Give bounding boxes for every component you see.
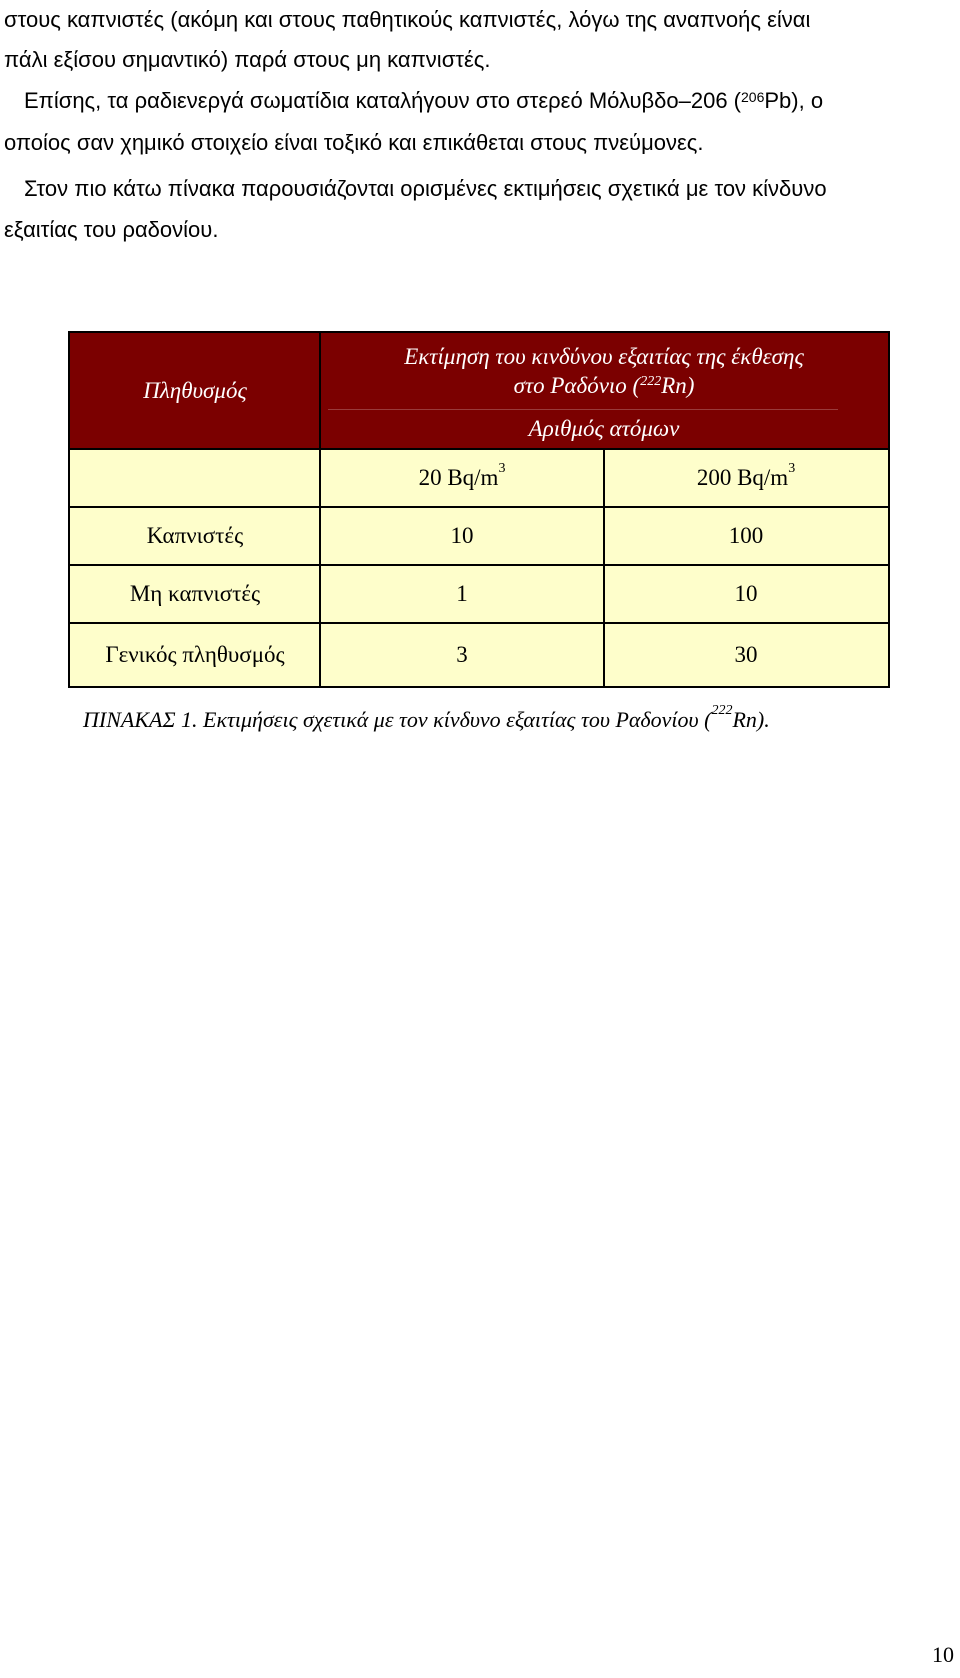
caption-text: Rn). [732, 707, 770, 732]
table-cell-200bq: 30 [604, 623, 888, 686]
caption-label: ΠΙΝΑΚΑΣ 1. [83, 707, 198, 732]
paragraph-line [24, 87, 823, 115]
header-count: Αριθμός ατόμων [320, 408, 888, 449]
table-caption [83, 703, 770, 733]
grid-line [70, 564, 888, 566]
grid-line [603, 449, 605, 686]
header-estimate [320, 333, 888, 408]
table-cell-20bq: 10 [320, 507, 604, 565]
paragraph-line: στους καπνιστές (ακόμη και στους παθητικούς καπνιστές, λόγω της αναπνοής είναι [4, 7, 811, 32]
subheader-200bq: 200 $Bq/m^3$ [604, 449, 888, 507]
page-number: 10 [932, 1642, 954, 1667]
table-cell-20bq: 1 [320, 565, 604, 623]
paragraph-text: Pb), ο [764, 88, 824, 113]
grid-line [319, 333, 321, 686]
table-row-population: Καπνιστές [70, 507, 320, 565]
table-cell-200bq: 10 [604, 565, 888, 623]
paragraph-line: Στον πιο κάτω πίνακα παρουσιάζονται ορισμένες εκτιμήσεις σχετικά με τον κίνδυνο [24, 176, 827, 201]
header-population: Πληθυσμός [70, 333, 320, 449]
table-row-population: Γενικός πληθυσμός [70, 623, 320, 686]
superscript: 222 [711, 703, 733, 718]
header-divider [328, 409, 838, 410]
header-estimate-line1: Εκτίμηση του κινδύνου εξαιτίας της έκθεσης [404, 343, 804, 369]
table-cell-20bq: 3 [320, 623, 604, 686]
table-row-population: Μη καπνιστές [70, 565, 320, 623]
paragraph-text: Επίσης, τα ραδιενεργά σωματίδια καταλήγουν στο στερεό Μόλυβδο–206 ( [24, 88, 741, 113]
paragraph-line: εξαιτίας του ραδονίου. [4, 217, 219, 242]
grid-line [70, 622, 888, 624]
subheader-20bq: 20 $Bq/m^3$ [320, 449, 604, 507]
superscript: 206 [741, 89, 765, 105]
paragraph-line: πάλι εξίσου σημαντικό) παρά στους μη καπνιστές. [4, 47, 491, 72]
caption-text: Εκτιμήσεις σχετικά με τον κίνδυνο εξαιτίας του Ραδονίου ( [197, 707, 712, 732]
grid-line [70, 448, 888, 450]
header-estimate-line2: στο Ραδόνιο ($^{222}$Rn) [513, 372, 695, 398]
grid-line [70, 506, 888, 508]
table-cell-200bq: 100 [604, 507, 888, 565]
paragraph-line: οποίος σαν χημικό στοιχείο είναι τοξικό και επικάθεται στους πνεύμονες. [4, 130, 704, 155]
risk-table [68, 331, 890, 688]
subheader-empty [70, 449, 320, 507]
